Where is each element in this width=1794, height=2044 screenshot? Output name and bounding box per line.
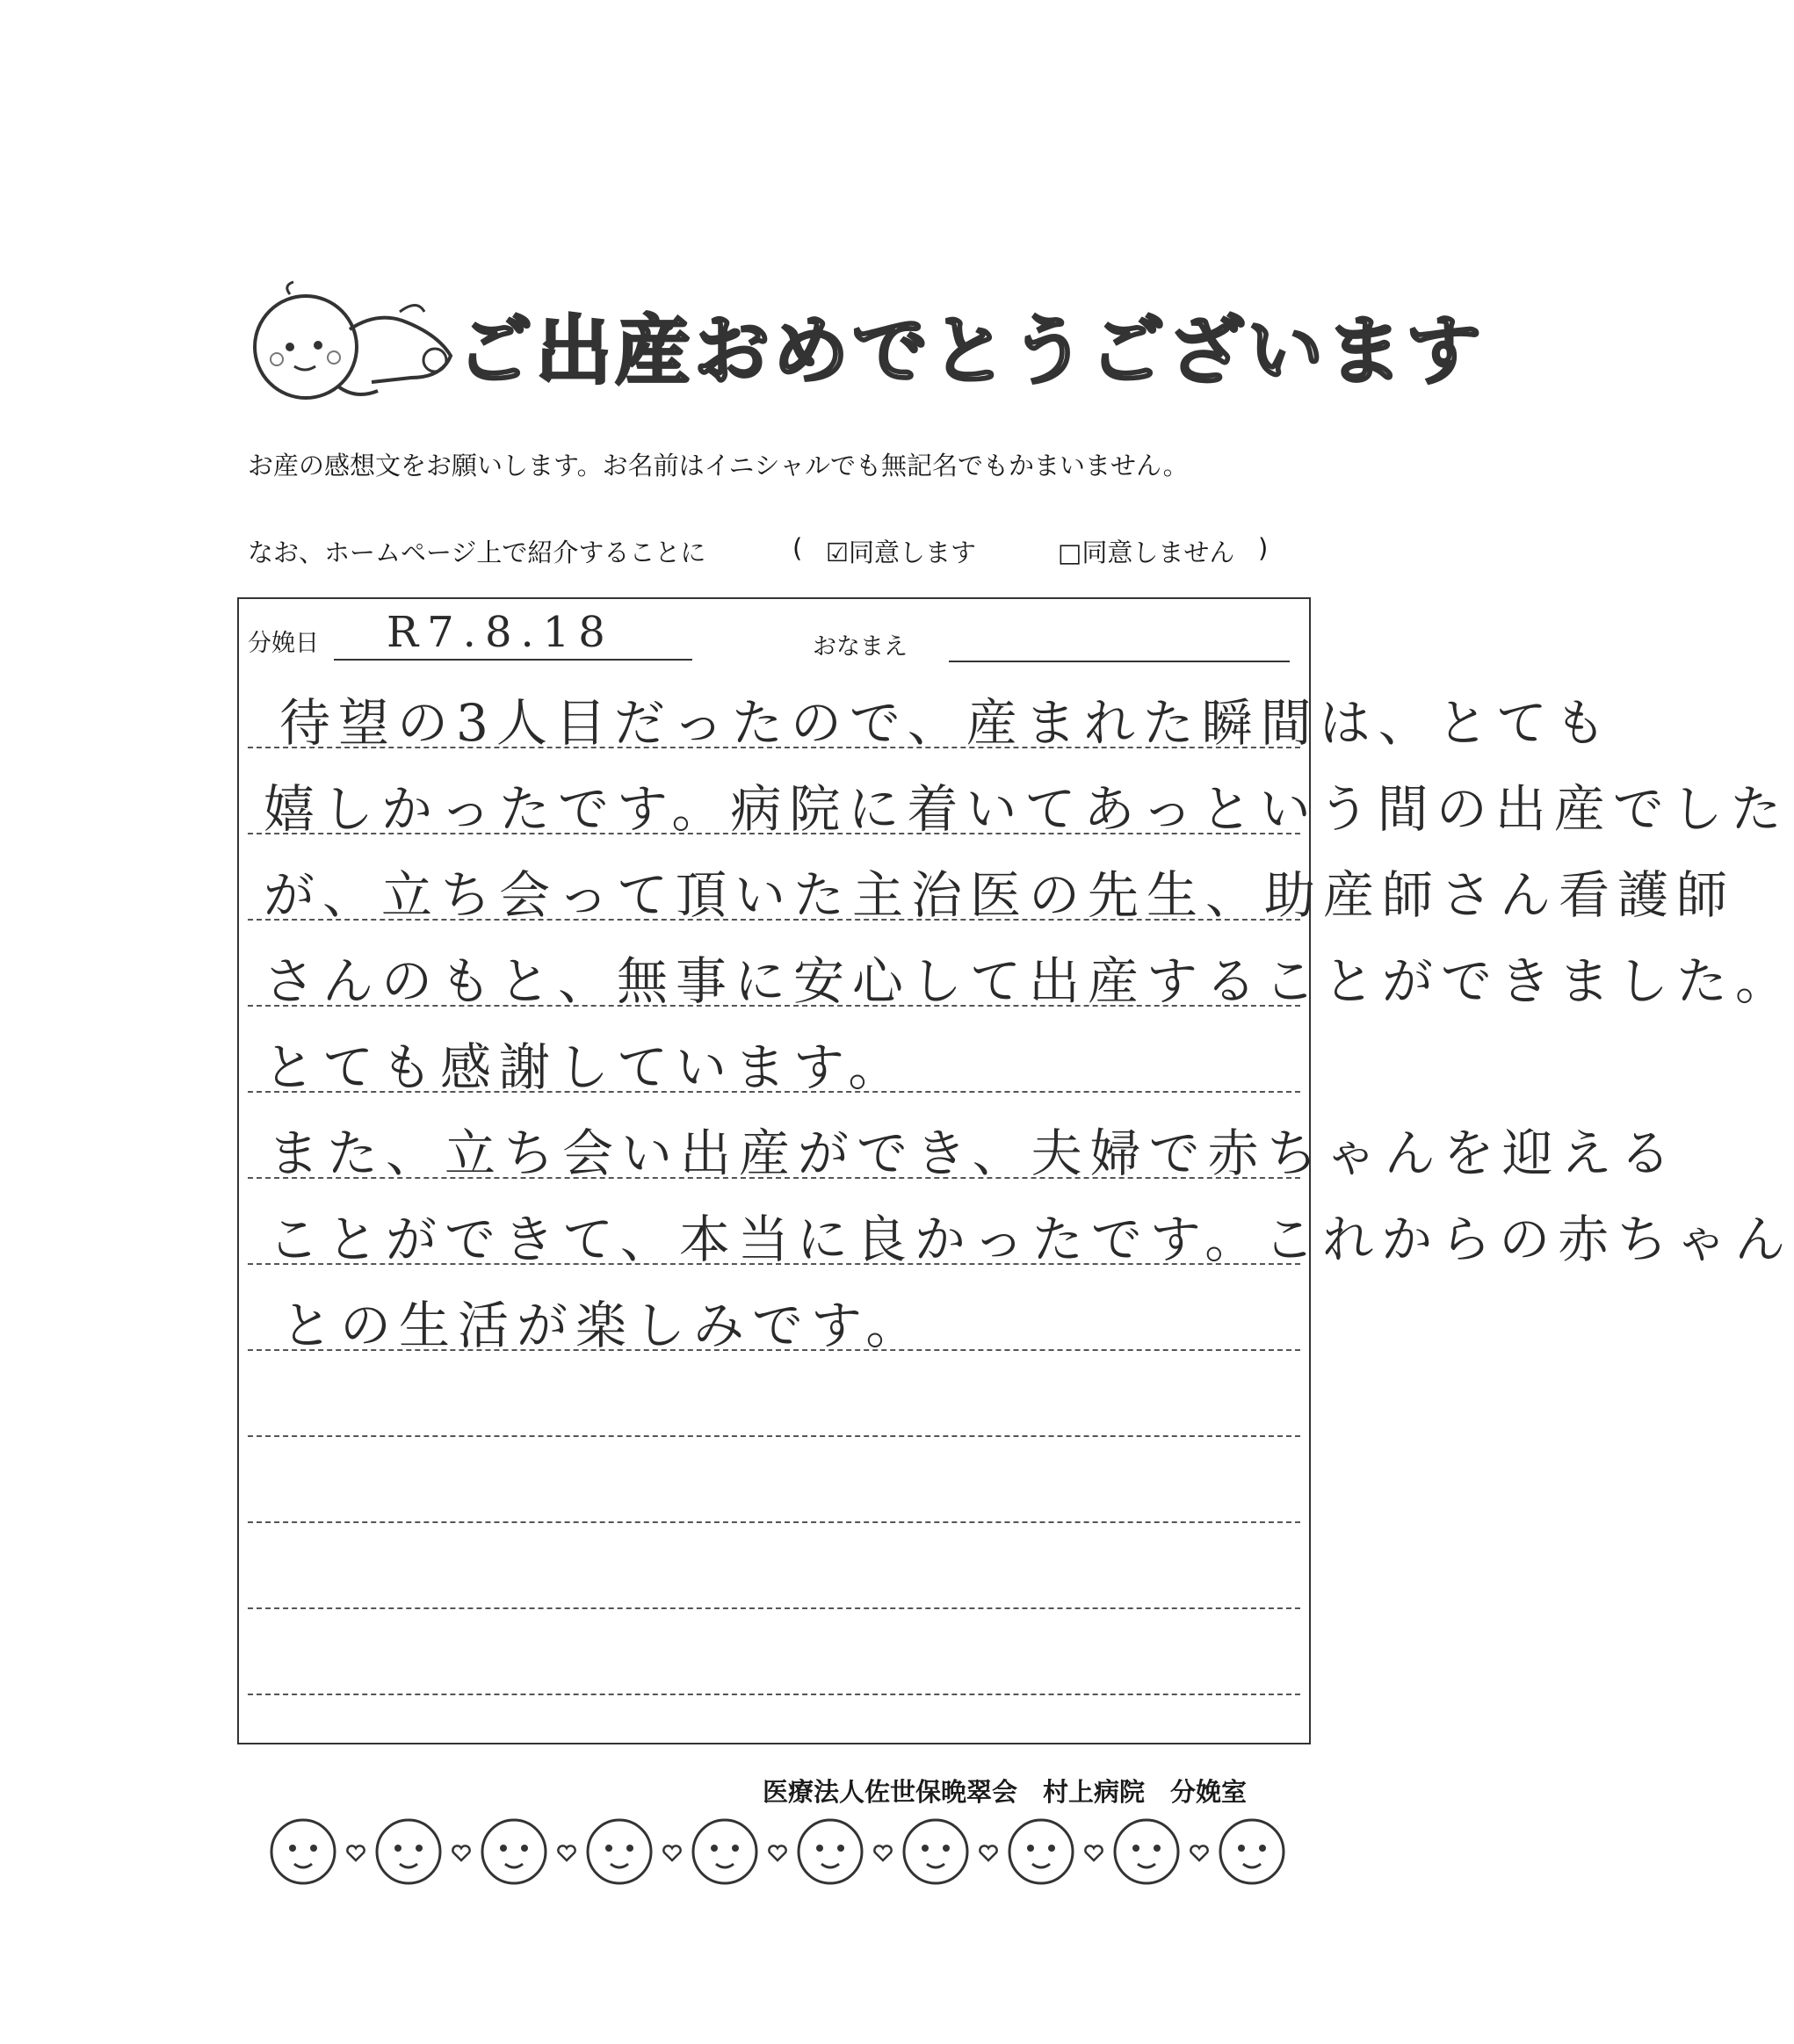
ruled-line [248, 1694, 1300, 1695]
footer-baby-decoration [264, 1808, 1300, 1896]
page-title: ご出産おめでとうございます [457, 307, 1485, 395]
heart-icon [1085, 1845, 1102, 1860]
baby-face-icon [799, 1820, 862, 1883]
heart-icon [980, 1845, 996, 1860]
name-underline [949, 661, 1290, 662]
heart-icon [452, 1845, 469, 1860]
baby-face-icon [1115, 1820, 1178, 1883]
message-line-7: ことができて、本当に良かったです。これからの赤ちゃん [268, 1210, 1794, 1269]
birth-date-underline [334, 659, 692, 661]
baby-face-icon [271, 1820, 335, 1883]
baby-face-icon [482, 1820, 546, 1883]
message-line-6: また、立ち会い出産ができ、夫婦で赤ちゃんを迎える [268, 1123, 1679, 1183]
baby-face-icon [377, 1820, 440, 1883]
message-line-3: が、立ち会って頂いた主治医の先生、助産師さん看護師 [264, 865, 1736, 925]
message-line-5: とても感謝しています。 [264, 1037, 908, 1097]
heart-icon [874, 1845, 891, 1860]
message-line-8: との生活が楽しみです。 [281, 1296, 925, 1355]
instruction-text: お産の感想文をお願いします。お名前はイニシャルでも無記名でもかまいません。 [248, 451, 1189, 480]
message-line-1: 待望の3人目だったので、産まれた瞬間は、とても [279, 693, 1614, 753]
birth-date-label: 分娩日 [248, 630, 319, 657]
footer-organization: 医療法人佐世保晩翠会 村上病院 分娩室 [763, 1777, 1248, 1807]
consent-disagree-option[interactable]: □同意しません [1058, 538, 1235, 567]
baby-face-icon [1220, 1820, 1284, 1883]
baby-face-icon [693, 1820, 756, 1883]
birth-date-value[interactable]: R7.8.18 [387, 608, 614, 657]
heart-icon [1190, 1845, 1207, 1860]
heart-icon [347, 1845, 364, 1860]
consent-close-paren: ) [1258, 533, 1269, 563]
heart-icon [769, 1845, 785, 1860]
message-line-4: さんのもと、無事に安心して出産することができました。 [264, 951, 1794, 1011]
consent-open-paren: ( [792, 533, 803, 563]
name-label: おなまえ [813, 633, 908, 661]
heart-icon [558, 1845, 575, 1860]
ruled-line [248, 1521, 1300, 1523]
message-line-2: 嬉しかったです。病院に着いてあっという間の出産でした [264, 779, 1790, 839]
consent-agree-option[interactable]: ☑同意します [826, 538, 976, 567]
heart-icon [663, 1845, 680, 1860]
consent-prompt: なお、ホームページ上で紹介することに [248, 538, 706, 567]
baby-crawling-icon [246, 277, 461, 417]
ruled-line [248, 1435, 1300, 1437]
ruled-line [248, 1607, 1300, 1609]
baby-face-icon [904, 1820, 967, 1883]
baby-face-icon [1009, 1820, 1073, 1883]
baby-face-icon [588, 1820, 651, 1883]
